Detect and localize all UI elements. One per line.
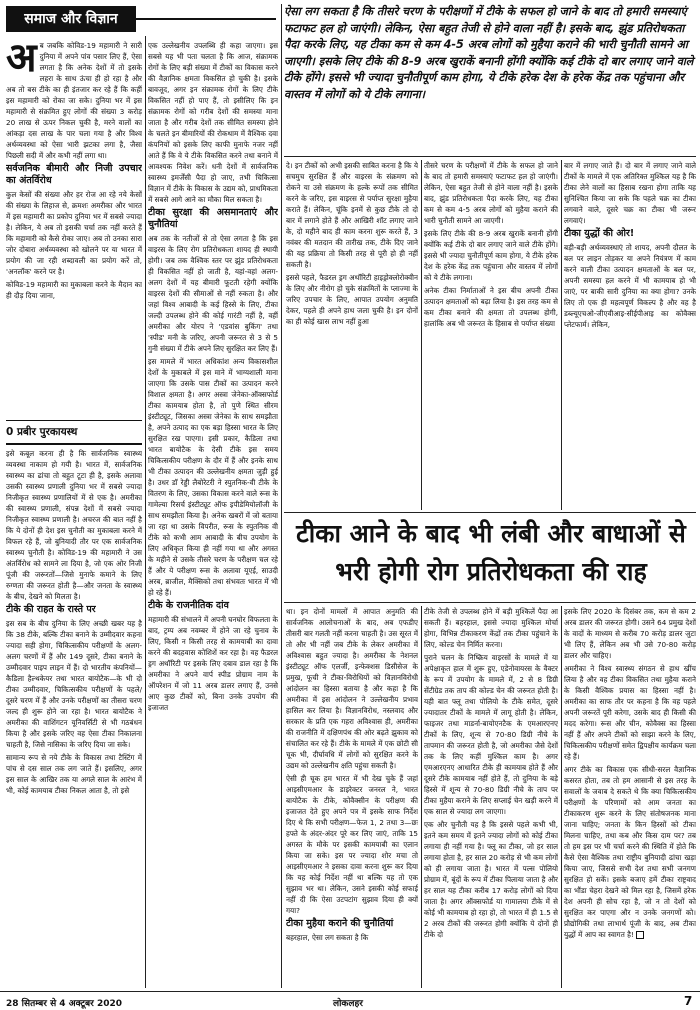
column-1-lower [6, 448, 142, 988]
end-mark-icon [636, 931, 644, 939]
page-number: 7 [684, 994, 693, 1008]
paragraph: कोविड-19 महामारी का मुकाबला करने के मैदान का ही दौड़ दिया जाना, [6, 280, 142, 300]
column-4-lower [424, 606, 558, 990]
intro-paragraph: अब जबकि कोविड-19 महामारी ने सारी दुनिया में अपने पांव पसार लिए हैं, ऐसा लगता है कि अनेक देशों में तो इसके लहरा के साथ ऊंचा ही हो रहा है और अब तो बस टीके का ही इंतजार कर रहे हैं कि कहीं इस महामारी को रोका जा सके। दुनिया भर में इस महामारी से संक्रमित हुए लोगों की संख्या 3 करोड़ 20 लाख से ऊपर निकल चुकी है, मरने वालों का आंकड़ा दस लाख के पार चला गया है और विश्व अर्थव्यवस्था को ऐसा भारी झटका लगा है, जैसा पिछली सदी में और कभी नहीं लगा था। [6, 40, 142, 160]
column-divider [421, 606, 422, 988]
paragraph: तीसरे चरण के परीक्षणों में टीके के सफल हो जाने के बाद तो हमारी समस्याएं फटाफट हल हो जाएंगी। लेकिन, ऐसा बहुत तेजी से होने वाला नहीं है। इसके बाद, झुंड प्रतिरोधकता पैदा करके लिए, यह टीका कम से कम 4-5 अरब लोगों को मुहैया कराने की भारी चुनौती सामने आ जाएगी। [424, 161, 558, 225]
column-divider [145, 36, 146, 988]
subheading: टीका मुहैया कराने की चुनौतियां [286, 918, 394, 929]
paragraph: दे। इन टीकों को अभी इसकी साबित करना है कि ये सचमुच सुरक्षित हैं और वाइरस के संक्रमण को रोकने या उसे संक्रमण के हल्के रूपों तक सीमित करने के जरिए, इस वाइरस से पर्याप्त सुरक्षा मुहैया कराते हैं। लेकिन, चूंकि इनमें से कुछ टीके तो दो बार में लगाने होते हैं और आखिरी शॉट लगाए जाने के, दो महीने बाद ही काम करना शुरू करते हैं, 3 नवंबर की मतदान की तारीख तक, टीके दिए जाने की यह प्रक्रिया तो किसी तरह से पूरी हो ही नहीं सकती है। [286, 161, 418, 269]
paragraph: बार में लगाए जाते हैं। दो बार में लगाए जाने वाले टीकों के मामले में एक अतिरिक्त मुश्किल यह है कि टीका लेने वालों का हिसाब रखना होगा ताकि यह सुनिश्चित किया जा सके कि पहले चक्र का टीका लगवाने वाले, दूसरे चक्र का टीका भी जरूर लगवाएं। [564, 161, 696, 225]
column-2 [148, 40, 278, 990]
byline: 0 प्रबीर पुरकायस्थ [6, 420, 142, 445]
paragraph: अमरीका ने विश्व स्वास्थ्य संगठन से हाथ खींच लिया है और वह टीका विकसित तथा मुहैया कराने के किसी वैश्विक प्रयास का हिस्सा नहीं है। अमरीका का साफ तौर पर कहना है कि वह पहले अपनी जरूरतें पूरी करेगा, उसके बाद ही किसी की मदद करेगा। रूस और चीन, कोवैक्स का हिस्सा नहीं हैं और अपने टीकों को साझा करने के लिए, चिकित्सकीय परीक्षणों समेत द्विपक्षीय कार्यक्रम चला रहे हैं। [564, 664, 696, 761]
paragraph: अनेक टीका निर्माताओं ने इस बीच अपनी टीका उत्पादन क्षमताओं को बढ़ा लिया है। इस तरह कम से कम टीका बनाने की क्षमता तो उपलब्ध होगी, हालांकि अब भी जरूरत के हिसाब से पर्याप्त संख्या [424, 286, 558, 328]
page-footer [0, 994, 700, 1010]
dropcap: अ [6, 40, 37, 81]
paragraph: अब तक के नतीजों से तो ऐसा लगता है कि इस वाइरस के लिए रोग प्रतिरोधकता शायद ही स्थायी होगी। जब तक वैश्विक स्तर पर झुंड प्रतिरोधकता ही विकसित नहीं हो जाती है, यहां-वहां अलग-अलग देशों में यह बीमारी फूटती रहेगी क्योंकि वाइरस देशों की सीमाओं से नहीं रुकता है। और जहां विश्व आबादी के कई हिस्से के लिए, टीका जल्दी उपलब्ध होने की कोई गारंटी नहीं है, वहीं अमरीका और योरप ने 'एडवांस बुकिंग' तथा 'स्पीड' मनी के जरिए, अपनी जरूरत से 3 से 5 गुनी संख्या में टीके अपने लिए सुरक्षित कर लिए हैं। [148, 234, 278, 353]
column-3-lower [286, 606, 418, 990]
column-divider [421, 160, 422, 510]
subheading: टीके के राजनीतिक दांव [148, 600, 229, 611]
lead-quote: ऐसा लग सकता है कि तीसरे चरण के परीक्षणों में टीके के सफल हो जाने के बाद तो हमारी समस्याएं फटाफट हल हो जाएंगी। लेकिन, ऐसा बहुत तेजी से होने वाला नहीं है। इसके बाद, झुंड प्रतिरोधकता पैदा करके लिए, यह टीका कम से कम 4-5 अरब लोगों को मुहैया कराने की भारी चुनौती सामने आ जाएगी। इसके लिए टीके की 8-9 अरब खुराकें बनानी होंगी क्योंकि कई टीके दो बार लगाए जाने वाले टीके होंगे। इससे भी ज्यादा चुनौतीपूर्ण काम होगा, ये टीके हरेक देश के हरेक केंद्र तक पहुंचाना और वास्तव में लोगों को ये टीके लगाना। [284, 5, 694, 101]
section-rule [136, 18, 276, 20]
section-tag: समाज और विज्ञान [6, 6, 136, 32]
column-divider [281, 4, 282, 988]
column-3 [286, 160, 418, 510]
subheading: टीका युद्धों की ओर! [564, 228, 635, 239]
lead-rule [284, 156, 696, 157]
column-divider [561, 160, 562, 510]
column-5 [564, 160, 696, 510]
headline: टीका आने के बाद भी लंबी और बाधाओं से भरी होगी रोग प्रतिरोधकता की राह [296, 519, 686, 586]
paragraph: था। इन दोनों मामलों में आपात अनुमति की सार्वजनिक आलोचनाओं के बाद, अब एफडीए तीसरी बार गलती नहीं करना चाहती है। उस सूरत में तो और भी नहीं जब टीके के लेकर अमरीका में अविश्वास बहुत ज्यादा है। अमरीका के नेशनल इंस्टीट्यूट ऑफ एलर्जी, इन्फेक्शस डिसीसेज के प्रमुख, फूची ने टीका-विरोधियों को विज्ञानविरोधी आंदोलन का हिस्सा बताया है और कहा है कि अमरीका में इस आंदोलन ने उल्लेखनीय प्रभाव हासिल कर लिया है। विज्ञानविरोध, नस्लवाद और सरकार के प्रति एक गहरा अविश्वास ही, अमरीका की राजनीति में दक्षिणपंथ की ओर बढ़ते झुकाव को संचालित कर रहे हैं। टीके के मामले में एक छोटी सी चूक भी, दीर्घावधि में लोगों को सुरक्षित करने के उद्यम को उल्लेखनीय क्षति पहुंचा सकती है। [286, 607, 418, 770]
paragraph: इस मामले में भारत अधिकांश अन्य विकासशील देशों के मुकाबले में इस माने में भाग्यशाली माना जाएगा कि उसके पास टीकों का उत्पादन करने विशाल क्षमता है। अगर अस्त्रा जेनेका-ऑक्सफोर्ड टीका कामयाब होता है, तो पुणे स्थित सीरम इंस्टीट्यूट, जिसका अस्त्रा जेनेका के साथ समझौता है, अपने उत्पाद का एक बड़ा हिस्सा भारत के लिए सुरक्षित रख पाएगा। इसी प्रकार, कैडिला तथा भारत बायोटैक के देसी टीके इस समय चिकित्सकीय परीक्षण के दौर में हैं और इनके साथ भी टीका उत्पादन की उल्लेखनीय क्षमता जुड़ी हुई है। उधर डॉ रेड्डी लैबोरेटरी ने स्पुतनिक-वी टीके के वितरण के लिए, उसका विकास करने वाले रूस के गामेल्या रिसर्च इंस्टीट्यूट ऑफ इपीडेमियोलॉजी के साथ समझौता किया है। अनेक खबरों में जो बताया जा रहा था उसके विपरीत, रूस के स्पुतनिक वी टीके को कभी आम आबादी के बीच उपयोग के लिए अधिकृत किया ही नहीं गया था और अगस्त के महीने से उसके तीसरे चरण के परीक्षण चल रहे हैं और ये परीक्षण रूस के अलावा यूएई, साउदी अरब, ब्राजील, मैक्सिको तथा संभवतः भारत में भी हो रहे हैं। [148, 357, 278, 597]
headline-rule [284, 602, 696, 603]
paragraph: एक उल्लेखनीय उपलब्धि ही कहा जाएगा। इस सबसे यह भी पता चलता है कि आज, संक्रामक रोगों के लिए बड़ी संख्या में टीकों का विकास करने की वैज्ञानिक क्षमता विकसित हो चुकी है। इसके बावजूद, अगर इन संक्रामक रोगों के लिए टीके विकसित नहीं हो पाए हैं, तो इसीलिए कि इन संक्रामक रोगों को गरीब देशों की समस्या माना जाता है और गरीब देशों तक सीमित समस्या होने के चलते इन बीमारियों की रोकथाम में वैश्विक दवा कंपनियों को इसके लिए काफी मुनाफे नजर नहीं आते हैं कि वे ये टीके विकसित करने तथा बनाने में आवश्यक निवेश करें। धनी देशों में सार्वजनिक स्वास्थ्य इमर्जेंसी पैदा हो जाए, तभी चिकित्सा विज्ञान में टीके के विकास के उद्यम को, प्राथमिकता में सबसे आगे आने का मौका मिल सकता है। [148, 41, 278, 204]
subheading: टीका सुरक्षा की असमानताएं और चुनौतियां [148, 207, 278, 230]
paragraph: पुराने चलन के निष्क्रिय वाइरसों के मामले में या अपेक्षाकृत हाल में शुरू हुए, एडेनोवायरस के वैक्टर के रूप में उपयोग के मामले में, 2 से 8 डिग्री सेंटीग्रेड तक ताप की कोल्ड चेन की जरूरत होती है। यही बात फ्लू तथा पोलियो के टीके समेत, दूसरे ज्यादातर टीकों के मामले में लागू होती है। लेकिन, फाइजर तथा माडर्ना-बायोएनटैक के एमआरएनए टीकों के लिए, शून्य से 70-80 डिग्री नीचे के तापमान की जरूरत होती है, जो अमरीका जैसे देशों तक के लिए कहीं मुश्किल काम है। अगर एमआरएनए आधारित टीके ही कामयाब होते हैं और दूसरे टीके कामयाब नहीं होते हैं, तो दुनिया के बड़े हिस्से में शून्य से 70-80 डिग्री नीचे के ताप पर टीका मुहैया कराने के लिए सप्लाई चेन खड़ी करने में एक साल से ज्यादा लग जाएगा। [424, 653, 558, 816]
paragraph: इस सब के बीच दुनिया के लिए अच्छी खबर यह है कि 38 टीके, बल्कि टीका बनाने के उम्मीदवार कहना ज्यादा सही होगा, चिकित्सकीय परीक्षणों के अलग-अलग चरणों में हैं और 149 दूसरे, टीका बनाने के उम्मीदवार पाइप लाइन में हैं। दो भारतीय कंपनियों—कैडिला हैल्थकेयर तथा भारत बायोटैक—के भी दो टीका उम्मीदवार, चिकित्सकीय परीक्षणों के पहले/दूसरे चरण में हैं और उनके परीक्षणों का तीसरा चरण जल्द ही शुरू होने जा रहा है। भारत बायोटैक ने अमरीका की वाशिंगटन यूनिवर्सिटी से भी गठबंधन किया है और इसके जरिए वह ऐसा टीका निकालना चाहती है, जिसे नासिका के जरिए दिया जा सके। [6, 619, 142, 749]
paragraph: सामान्य रूप से नये टीके के विकास तथा टैस्टिंग में पांच से दस साल तक लग जाते हैं। इसलिए, अगर इस साल के आखिर तक या अगले साल के आरंभ में भी, कोई कामयाब टीका निकल आता है, तो इसे [6, 753, 142, 795]
paragraph: इसे कबूल करना ही है कि सार्वजनिक स्वास्थ्य व्यवस्था नाकाम हो गयी है। भारत में, सार्वजनिक स्वास्थ्य का ढांचा तो बहुत टूटा ही है, इसके अलावा उसकी स्वास्थ्य प्रणाली दुनिया भर में सबसे ज्यादा निजीकृत स्वास्थ्य प्रणालियों में से एक है। अमरीका की स्वास्थ्य प्रणाली, संपन्न देशों में सबसे ज्यादा निजीकृत स्वास्थ्य प्रणाली है। अचरज की बात नहीं है कि ये दोनों ही देश इस चुनौती का मुकाबला करने में विफल रहे हैं, जो बुनियादी तौर पर एक सार्वजनिक स्वास्थ्य चुनौती है। कोविड-19 की महामारी ने उस अंतर्विरोध को सामने ला दिया है, जो एक ओर निजी पूंजी की जरूरतों—जिसे मुनाफे कमाने के लिए रुग्णता की जरूरत होती है—और जनता के स्वास्थ्य के बीच, देखने को मिलता है। [6, 449, 142, 601]
paragraph: इससे पहले, फैडरल ड्रग अथॉरिटी हाइड्रोक्लोरोक्वीन के लिए और नीरोग हो चुके संक्रमितों के प्लाज्मा के जरिए उपचार के लिए, आपात उपयोग अनुमति देकर, पहले ही अपने हाथ जला चुकी है। इन दोनों का ही कोई खास लाभ नहीं हुआ [286, 273, 418, 326]
paper-name: लोकलहर [333, 999, 363, 1009]
paragraph: महामारी की संभालने में अपनी घनघोर विफलता के बाद, ट्रम्प अब नवम्बर में होने जा रहे चुनाव के लिए, किसी न किसी तरह से कामयाबी का दावा करने की बदहवास कोशिशें कर रहा है। वह फैडरल ड्रग अथॉरिटी पर इसके लिए दबाव डाल रहा है कि अमरीका ने अपने वार्प स्पीड प्रोग्राम नाम के ऑपरेशन में जो 11 अरब डालर लगाए हैं, उनसे आए कुछ टीकों को, बिना उनके उपयोग की इजाजत [148, 615, 278, 712]
headline-rule [284, 512, 696, 513]
column-5-lower [564, 606, 696, 990]
paragraph: ऐसी ही चूक हम भारत में भी देख चुके हैं जहां आइसीएमआर के डाइरेक्टर जनरल ने, भारत बायोटैक के टीके, कोवैक्सीन के परीक्षण की इजाजत देते हुए अपने पत्र में इसके साफ निर्देश दिए थे कि सभी परीक्षण—फेज 1, 2 तथा 3—छः हफ्ते के अंदर-अंदर पूरे कर लिए जाएं, ताकि 15 अगस्त के मौके पर इसकी कामयाबी का एलान किया जा सके। इस पर ज्यादा शोर मचा तो आइसीएमआर ने इसका दावा करना शुरू कर दिया कि यह कोई निर्देश नहीं था बल्कि यह तो एक सुझाव भर था। लेकिन, उसने इसकी कोई सफाई नहीं दी कि ऐसा उटपटांग सुझाव दिया ही क्यों गया? [286, 774, 418, 915]
paragraph: बहरहाल, ऐसा लग सकता है कि [286, 933, 369, 942]
paragraph: बड़ी-बड़ी अर्थव्यवस्थाएं तो शायद, अपनी दौलत के बल पर लाइन तोड़कर या अपने नियंत्रण में काम करने वाली टीका उत्पादन क्षमताओं के बल पर, अपनी समस्या हल करने में भी कामयाब हो भी जाएं, पर बाकी सारी दुनिया का क्या होगा? उनके लिए तो एक ही महत्वपूर्ण विकल्प है और वह है डब्ल्यूएचओ-जीएवीआइ-सीईपीआइ का कोवैक्स प्लेटफार्म। लेकिन, [564, 243, 696, 329]
paragraph: टीके तेजी से उपलब्ध होने में बड़ी मुश्किलें पैदा आ सकती हैं। बहरहाल, इससे ज्यादा मुश्किल मोर्चा होगा, विभिन्न टीकाकरण केंद्रों तक टीका पहुंचाने के लिए, कोल्ड चेन निर्मित करना। [424, 607, 558, 649]
footer-rule [0, 991, 700, 992]
paragraph: इसके लिए टीके की 8-9 अरब खुराकें बनानी होंगी क्योंकि कई टीके दो बार लगाए जाने वाले टीके होंगे। इससे भी ज्यादा चुनौतीपूर्ण काम होगा, ये टीके हरेक देश के हरेक केंद्र तक पहुंचाना और वास्तव में लोगों को ये टीके लगाना। [424, 229, 558, 282]
paragraph: कुल केसों की संख्या और हर रोज आ रहे नये केसों की संख्या के लिहाज से, क्रमशः अमरीका और भारत में इस महामारी का प्रकोप दुनिया भर में सबसे ज्यादा है। लेकिन, ये अब तो इसकी चर्चा तक नहीं करते हैं कि महामारी को कैसे रोका जाए। अब तो उनका सारा जोर दोबारा अर्थव्यवस्था को खोलने पर या भारत में प्रयोग की जा रही शब्दावली का प्रयोग करें तो, 'अनलॉक' करने पर है। [6, 190, 142, 276]
issue-dates: 28 सितम्बर से 4 अक्टूबर 2020 [6, 999, 123, 1009]
column-1 [6, 40, 142, 412]
column-divider [561, 606, 562, 988]
column-4 [424, 160, 558, 510]
subheading: सर्वजनिक बीमारी और निजी उपचार का अंतर्विरोध [6, 163, 142, 186]
paragraph: एक और चुनौती यह है कि इससे पहले कभी भी, इतने कम समय में इतने ज्यादा लोगों को कोई टीका लगाया ही नहीं गया है। फ्लू का टीका, जो हर साल लगाया होता है, हर साल 20 करोड़ से भी कम लोगों को ही लगाया जाता है। भारत में पल्स पोलियो प्रोग्राम में, बूंदों के रूप में टीका पिलाया जाता है और हर साल यह टीका करीब 17 करोड़ लोगों को दिया जाता है। अगर ऑक्सफोर्ड या गामालया टीके में से कोई भी कामयाब हो रहा हो, तो भारत में ही 1.5 से 2 अरब टीकों की जरूरत होगी क्योंकि ये दोनों ही टीके दो [424, 820, 558, 939]
paragraph: अगर टीके का विकास एक सीधी-सरल वैज्ञानिक कसरत होता, तब तो हम आसानी से इस तरह के सवालों के जवाब दे सकते थे कि क्या चिकित्सकीय परीक्षणों के परिणामों को आम जनता का टीकाकरण शुरू करने के लिए संतोषजनक माना जाना चाहिए; जनता के किन हिस्सों को टीका मिलना चाहिए, तथा कब और किस दाम पर? तब तो हम इस पर भी चर्चा करने की स्थिति में होते कि कैसे ऐसा वैश्विक तथा राष्ट्रीय बुनियादी ढांचा खड़ा किया जाए, जिससे सभी देश तथा सभी जनगण सुरक्षित हो सकें। इसके बजाए हमें टीका राष्ट्रवाद का भौंडा चेहरा देखने को मिल रहा है, जिसमें हरेक देश अपनी ही सोच रहा है, जो न तो देशों को सुरक्षित कर पाएगा और न उनके जनगणों को। प्रौद्योगिकी तथा लाभार्थ पूंजी के बाद, अब टीका युद्धों में आप का स्वागत है! [564, 765, 696, 939]
subheading: टीके की राहत के रास्ते पर [6, 604, 96, 615]
paragraph: इसके लिए 2020 के दिसंबर तक, कम से कम 2 अरब डालर की जरूरत होगी। उसने 64 प्रमुख देशों के वादों के माध्यम से करीब 70 करोड़ डालर जुटा भी लिए हैं, लेकिन अब भी उसे 70-80 करोड़ डालर और चाहिए। [564, 607, 696, 660]
